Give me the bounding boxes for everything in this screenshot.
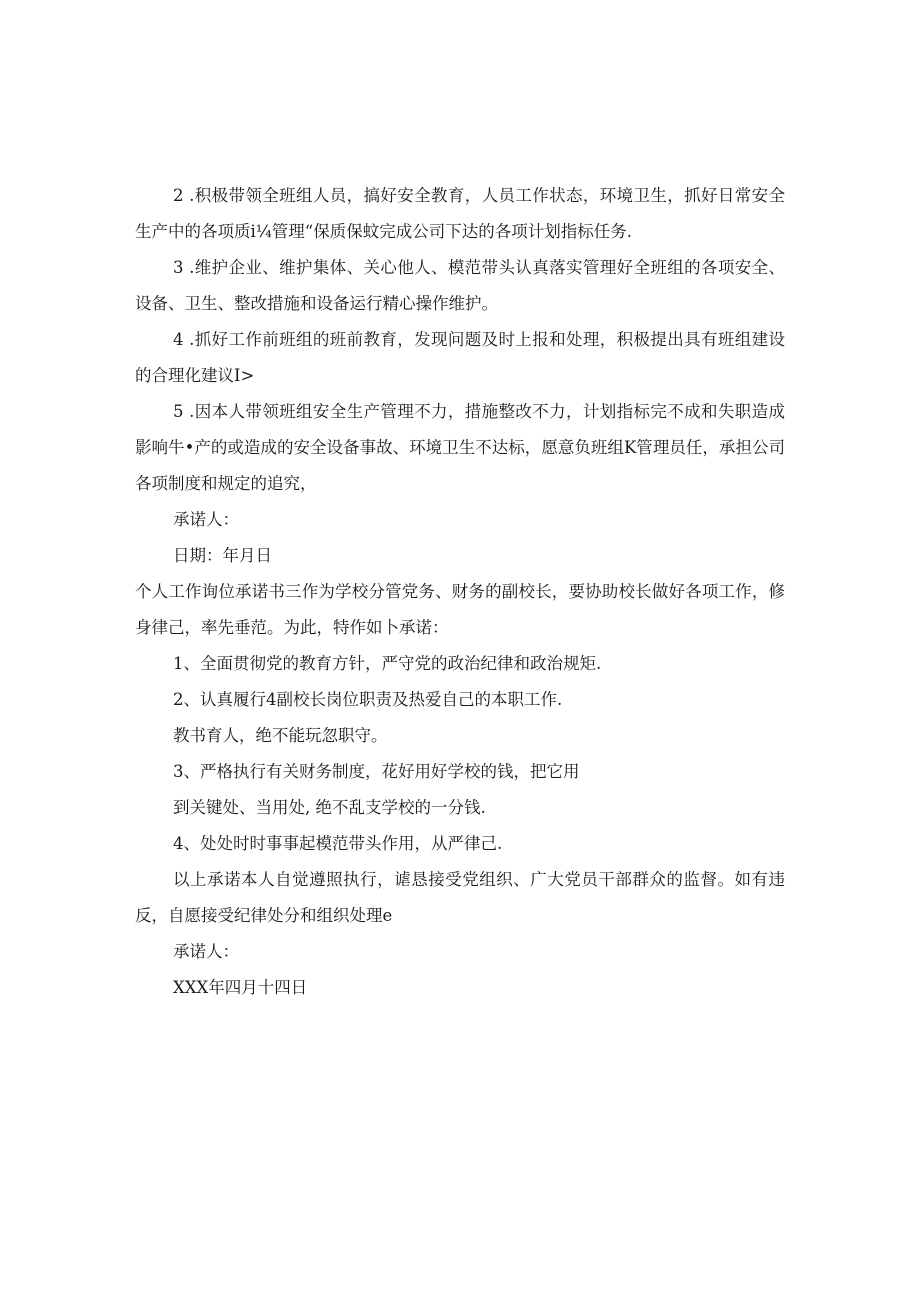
paragraph-item-5: 5 .因本人带领班组安全生产管理不力，措施整改不力，计划指标完不成和失职造成影响牛•产的或造成的安全设备事故、环境卫生不达标，愿意负班组K管理员任，承担公司各项制度和规定的追究， (135, 402, 785, 493)
pledge-item-3-cont: 到关键处、当用处, 绝不乱支学校的一分钱. (173, 798, 486, 817)
pledge-item-2: 2、认真履行4副校长岗位职责及热爱自己的本职工作. (173, 690, 563, 709)
signatory-label: 承诺人： (173, 510, 239, 529)
pledge-intro: 个人工作询位承诺书三作为学校分管党务、财务的副校长，要协助校长做好各项工作，修身律己，率先垂范。为此，特作如卜承诺： (135, 582, 785, 637)
signature-date: XXX年四月十四日 (173, 978, 308, 997)
signatory-label-2: 承诺人： (173, 942, 239, 961)
pledge-closing: 以上承诺本人自觉遵照执行，谑恳接受党组织、广大党员干部群众的监督。如有违反，自愿接受纪律处分和组织处理e (135, 870, 785, 925)
paragraph-item-2: 2 .积极带领全班组人员，搞好安全教育，人员工作状态，环境卫生，抓好日常安全生产中的各项质i¼管理“保质保蚊完成公司下达的各项计划指标任务. (135, 186, 785, 241)
paragraph-item-3: 3 .维护企业、维护集体、关心他人、模范带头认真落实管理好全班组的各项安全、设备、卫生、整改措施和设备运行精心操作维护。 (135, 258, 785, 313)
pledge-item-3: 3、严格执行有关财务制度，花好用好学校的钱，把它用 (173, 762, 580, 781)
paragraph-item-4: 4 .抓好工作前班组的班前教育，发现问题及时上报和处理，积极提出具有班组建设的合理化建议I> (135, 330, 785, 385)
pledge-item-1: 1、全面贯彻党的教育方针，严守党的政治纪律和政治规矩. (173, 654, 602, 673)
date-line: 日期：年月日 (173, 546, 272, 565)
document-body (135, 178, 785, 1006)
pledge-item-2-cont: 教书育人，绝不能玩忽职守。 (173, 726, 388, 745)
pledge-item-4: 4、处处时时事事起模范带头作用，从严律己. (173, 834, 503, 853)
